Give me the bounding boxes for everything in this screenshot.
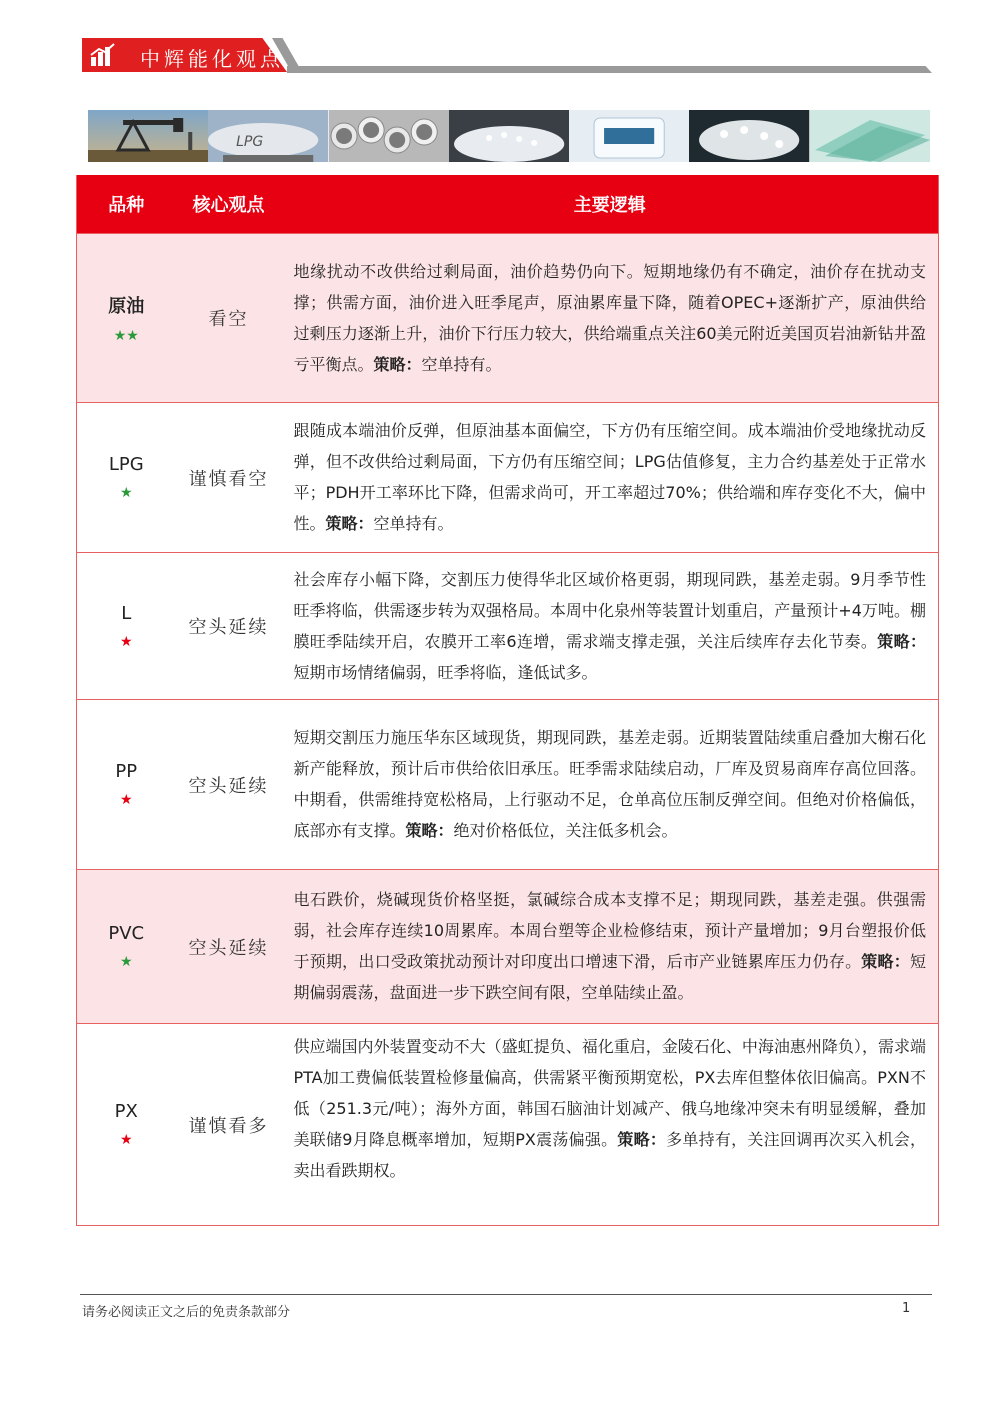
rating-stars: ★ bbox=[119, 792, 133, 808]
logic-text: 社会库存小幅下降，交割压力使得华北区域价格更弱，期现同跌，基差走弱。9月季节性旺季将临，供需逐步转为双强格局。本周中化泉州等装置计划重启，产量预计+4万吨。棚膜旺季陆续开启，农膜开工率6连增，需求端支撑走强，关注后续库存去化节奏。 bbox=[293, 569, 926, 651]
strategy-text: 空单持有。 bbox=[421, 354, 502, 374]
pellets-photo bbox=[449, 110, 569, 162]
logic-text: 供应端国内外装置变动不大（盛虹提负、福化重启，金陵石化、中海油惠州降负），需求端PTA加工费偏低装置检修量偏高，供需紧平衡预期宽松，PX去库但整体依旧偏高。PXN不低（251.3元/吨）；海外方面，韩国石脑油计划减产、俄乌地缘冲突未有明显缓解，叠加美联储9月降息概率增加，短期PX震荡偏强。 bbox=[293, 1037, 926, 1149]
header-title: 中辉能化观点 bbox=[140, 47, 284, 71]
commodity-view-table bbox=[76, 175, 939, 1226]
strategy-text: 空单持有。 bbox=[373, 514, 454, 533]
variety-name: PVC bbox=[108, 923, 145, 944]
variety-name: L bbox=[121, 602, 132, 624]
product-banner bbox=[88, 110, 930, 162]
strategy-text: 短期市场情绪偏弱，旺季将临，逢低试多。 bbox=[293, 662, 598, 682]
col-header-main-logic: 主要逻辑 bbox=[282, 175, 939, 234]
logic-text: 电石跌价，烧碱现货价格坚挺，氯碱综合成本支撑不足；期现同跌，基差走强。供强需弱，社会库存连续10周累库。本周台塑等企业检修结束，预计产量增加；9月台塑报价低于预期，出口受政策扰动预计对印度出口增速下滑，后市产业链累库压力仍存。 bbox=[293, 890, 926, 971]
strategy-label: 策略： bbox=[877, 631, 926, 651]
table-row bbox=[77, 700, 939, 870]
core-view: 谨慎看多 bbox=[176, 1024, 282, 1226]
glass-sheets-photo bbox=[810, 110, 930, 162]
rating-stars: ★ bbox=[119, 954, 133, 970]
rating-stars: ★ bbox=[119, 633, 133, 650]
strategy-label: 策略： bbox=[325, 514, 374, 533]
logic-cell bbox=[282, 234, 939, 403]
header-rule bbox=[287, 66, 932, 73]
logic-cell bbox=[282, 403, 939, 553]
core-view: 空头延续 bbox=[176, 870, 282, 1024]
report-header bbox=[82, 38, 932, 76]
variety-cell bbox=[77, 700, 176, 870]
table-header-row bbox=[77, 175, 939, 234]
pipes-photo bbox=[329, 110, 449, 162]
oil-pump-photo bbox=[88, 110, 208, 162]
variety-cell bbox=[77, 1024, 176, 1226]
strategy-text: 绝对价格低位，关注低多机会。 bbox=[453, 821, 678, 840]
disclaimer-text: 请务必阅读正文之后的免责条款部分 bbox=[82, 1305, 291, 1320]
variety-name: 原油 bbox=[108, 296, 145, 317]
rating-stars: ★★ bbox=[113, 328, 139, 344]
logic-text: 地缘扰动不改供给过剩局面，油价趋势仍向下。短期地缘仍有不确定，油价存在扰动支撑；供需方面，油价进入旺季尾声，原油累库量下降，随着OPEC+逐渐扩产，原油供给过剩压力逐渐上升，油价下行压力较大，供给端重点关注60美元附近美国页岩油新钻井盈亏平衡点。 bbox=[293, 261, 926, 374]
bar-chart-icon bbox=[90, 43, 116, 67]
rating-stars: ★ bbox=[119, 485, 133, 501]
table-row bbox=[77, 870, 939, 1024]
logic-text: 短期交割压力施压华东区域现货，期现同跌，基差走弱。近期装置陆续重启叠加大榭石化新产能释放，预计后市供给依旧承压。旺季需求陆续启动，厂库及贸易商库存高位回落。中期看，供需维持宽松格局，上行驱动不足，仓单高位压制反弹空间。但绝对价格偏低，底部亦有支撑。 bbox=[293, 728, 926, 840]
strategy-label: 策略： bbox=[861, 952, 910, 971]
svg-text:LPG: LPG bbox=[236, 134, 264, 150]
variety-cell bbox=[77, 553, 176, 700]
chemical-bottle-photo bbox=[569, 110, 689, 162]
logic-cell bbox=[282, 870, 939, 1024]
variety-name: PX bbox=[114, 1101, 138, 1122]
table-row bbox=[77, 1024, 939, 1226]
logic-cell bbox=[282, 553, 939, 700]
logic-cell bbox=[282, 700, 939, 870]
footer-rule bbox=[80, 1294, 932, 1295]
core-view: 空头延续 bbox=[176, 553, 282, 700]
col-header-variety: 品种 bbox=[77, 175, 176, 234]
core-view: 空头延续 bbox=[176, 700, 282, 870]
core-view: 看空 bbox=[176, 234, 282, 403]
rating-stars: ★ bbox=[119, 1132, 133, 1148]
logic-cell bbox=[282, 1024, 939, 1226]
variety-cell bbox=[77, 870, 176, 1024]
strategy-label: 策略： bbox=[617, 1130, 667, 1149]
core-view: 谨慎看空 bbox=[176, 403, 282, 553]
strategy-text: 多单持有，关注回调再次买入机会，卖出看跌期权。 bbox=[293, 1130, 926, 1180]
strategy-label: 策略： bbox=[373, 354, 422, 374]
table-row bbox=[77, 234, 939, 403]
strategy-label: 策略： bbox=[405, 821, 454, 840]
variety-name: PP bbox=[115, 761, 138, 782]
strategy-text: 短期偏弱震荡，盘面进一步下跌空间有限，空单陆续止盈。 bbox=[293, 952, 926, 1002]
white-granules-photo bbox=[689, 110, 809, 162]
variety-cell bbox=[77, 234, 176, 403]
col-header-core-view: 核心观点 bbox=[176, 175, 282, 234]
table-row bbox=[77, 553, 939, 700]
variety-cell bbox=[77, 403, 176, 553]
variety-name: LPG bbox=[108, 454, 144, 475]
page-number: 1 bbox=[902, 1301, 911, 1316]
table-row bbox=[77, 403, 939, 553]
logic-text: 跟随成本端油价反弹，但原油基本面偏空，下方仍有压缩空间。成本端油价受地缘扰动反弹，但不改供给过剩局面，下方仍有压缩空间；LPG估值修复，主力合约基差处于正常水平；PDH开工率环比下降，但需求尚可，开工率超过70%；供给端和库存变化不大，偏中性。 bbox=[293, 421, 926, 533]
lpg-tank-photo bbox=[208, 110, 328, 162]
